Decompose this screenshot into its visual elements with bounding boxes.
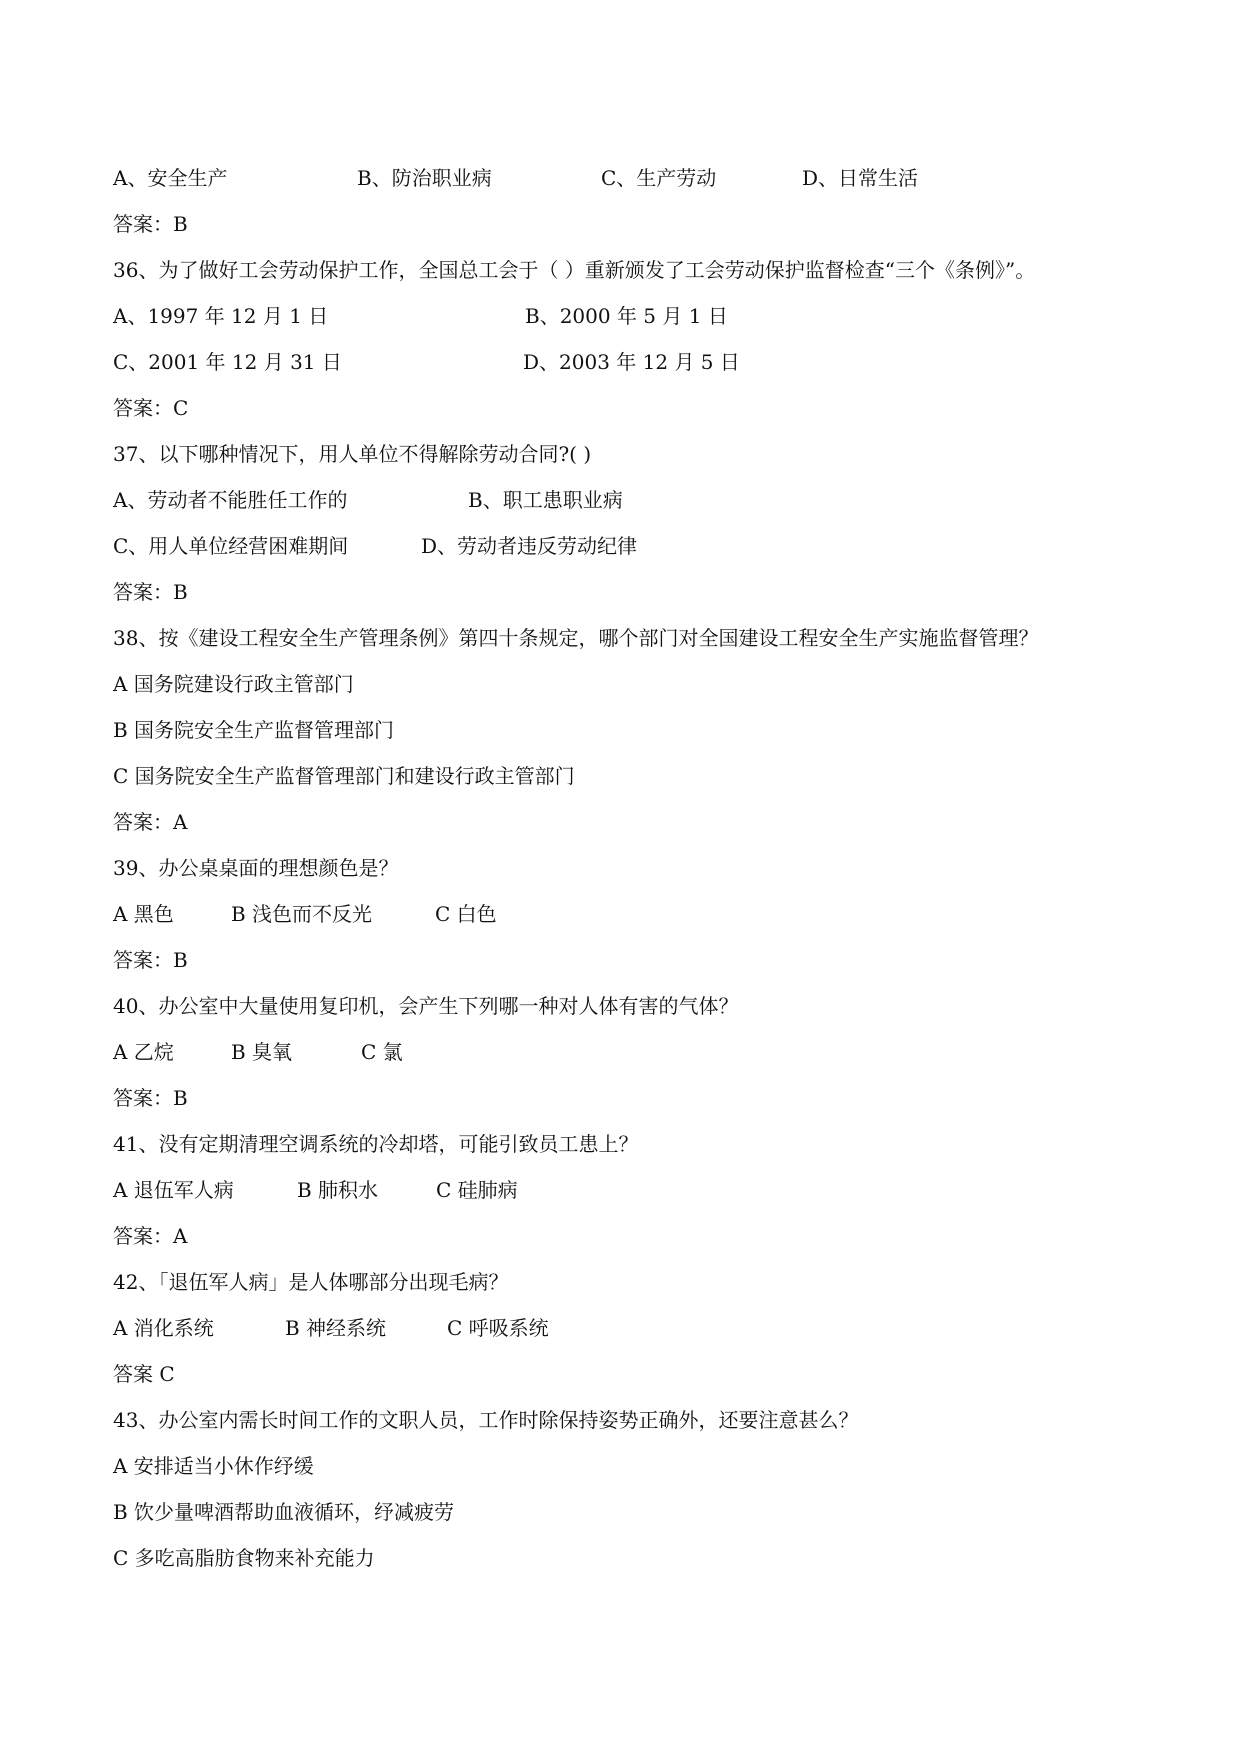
q41-answer: 答案：A (113, 1224, 188, 1248)
q36-option-b: B、2000 年 5 月 1 日 (525, 304, 728, 328)
q35-option-c: C、生产劳动 (601, 166, 717, 190)
q37-option-c: C、用人单位经营困难期间 (113, 534, 349, 558)
q42-answer: 答案 C (113, 1362, 175, 1386)
q39-option-a: A 黑色 (113, 902, 174, 926)
q40-option-a: A 乙烷 (113, 1040, 174, 1064)
q40-option-c: C 氯 (361, 1040, 403, 1064)
q37-option-a: A、劳动者不能胜任工作的 (113, 488, 348, 512)
q43-question: 43、办公室内需长时间工作的文职人员，工作时除保持姿势正确外，还要注意甚么？ (113, 1408, 859, 1432)
q38-option-c: C 国务院安全生产监督管理部门和建设行政主管部门 (113, 764, 575, 788)
q38-option-a: A 国务院建设行政主管部门 (113, 672, 354, 696)
q43-option-b: B 饮少量啤酒帮助血液循环，纾减疲劳 (113, 1500, 455, 1524)
q40-question: 40、办公室中大量使用复印机，会产生下列哪一种对人体有害的气体？ (113, 994, 739, 1018)
q41-option-b: B 肺积水 (297, 1178, 379, 1202)
q43-option-a: A 安排适当小休作纾缓 (113, 1454, 314, 1478)
q36-option-c: C、2001 年 12 月 31 日 (113, 350, 342, 374)
q39-option-b: B 浅色而不反光 (231, 902, 373, 926)
q40-answer: 答案：B (113, 1086, 188, 1110)
q42-option-c: C 呼吸系统 (447, 1316, 549, 1340)
q35-answer: 答案：B (113, 212, 188, 236)
q36-question: 36、为了做好工会劳动保护工作，全国总工会于（ ）重新颁发了工会劳动保护监督检查“三个《条例》”。 (113, 258, 1036, 282)
q37-answer: 答案：B (113, 580, 188, 604)
q41-option-c: C 硅肺病 (436, 1178, 518, 1202)
q36-option-a: A、1997 年 12 月 1 日 (113, 304, 329, 328)
q40-option-b: B 臭氧 (231, 1040, 293, 1064)
q41-option-a: A 退伍军人病 (113, 1178, 234, 1202)
q42-question: 42、「退伍军人病」是人体哪部分出现毛病？ (113, 1270, 509, 1294)
q37-option-b: B、职工患职业病 (468, 488, 623, 512)
q37-question: 37、以下哪种情况下，用人单位不得解除劳动合同?( ) (113, 442, 592, 466)
q39-question: 39、办公桌桌面的理想颜色是？ (113, 856, 399, 880)
q38-answer: 答案：A (113, 810, 188, 834)
q36-answer: 答案：C (113, 396, 189, 420)
q35-option-d: D、日常生活 (802, 166, 919, 190)
q35-option-b: B、防治职业病 (357, 166, 492, 190)
q42-option-b: B 神经系统 (285, 1316, 387, 1340)
q38-option-b: B 国务院安全生产监督管理部门 (113, 718, 395, 742)
q38-question: 38、按《建设工程安全生产管理条例》第四十条规定，哪个部门对全国建设工程安全生产实施监督管理？ (113, 626, 1039, 650)
q42-option-a: A 消化系统 (113, 1316, 214, 1340)
q39-option-c: C 白色 (435, 902, 497, 926)
q36-option-d: D、2003 年 12 月 5 日 (523, 350, 740, 374)
q37-option-d: D、劳动者违反劳动纪律 (421, 534, 638, 558)
q41-question: 41、没有定期清理空调系统的冷却塔，可能引致员工患上？ (113, 1132, 639, 1156)
q35-option-a: A、安全生产 (113, 166, 228, 190)
q39-answer: 答案：B (113, 948, 188, 972)
q43-option-c: C 多吃高脂肪食物来补充能力 (113, 1546, 375, 1570)
